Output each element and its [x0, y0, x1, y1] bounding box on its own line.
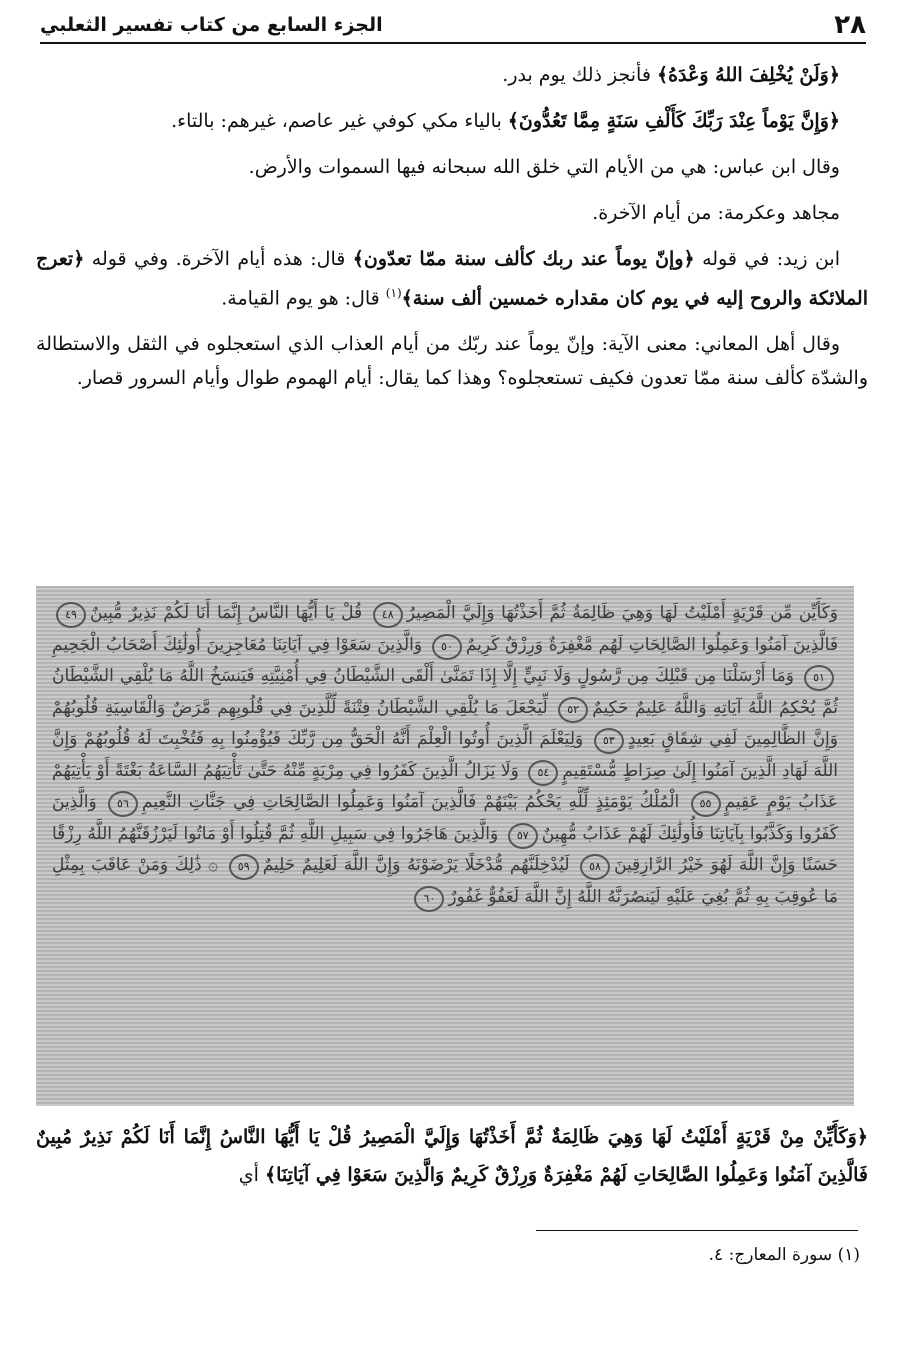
ayah-number-marker: ٥٢	[558, 697, 588, 723]
ayah-number-marker: ٤٩	[56, 602, 86, 628]
ayah-text: الْمُلْكُ يَوْمَئِذٍ لِّلَّهِ يَحْكُمُ بَيْنَهُمْ فَالَّذِينَ آمَنُوا وَعَمِلُوا الصَّالِحَاتِ فِي جَنَّاتِ النَّعِيمِ	[141, 792, 680, 812]
paragraph-5	[36, 242, 868, 315]
ayah-text: لَيُدْخِلَنَّهُم مُّدْخَلًا يَرْضَوْنَهُ وَإِنَّ اللَّهَ لَعَلِيمٌ حَلِيمٌ	[262, 855, 570, 875]
ayah-number-marker: ٥٠	[432, 634, 462, 660]
ayah-text: وَالَّذِينَ سَعَوْا فِي آيَاتِنَا مُعَاجِزِينَ أُولَٰئِكَ أَصْحَابُ الْجَحِيمِ	[52, 634, 423, 655]
ayah-text: وَالَّذِينَ كَفَرُوا وَكَذَّبُوا بِآيَاتِنَا فَأُولَٰئِكَ لَهُمْ عَذَابٌ مُّهِينٌ	[52, 792, 839, 844]
page-number: ٢٨	[834, 10, 866, 40]
ayah-number-marker: ٥٩	[229, 854, 259, 880]
paragraph-6: وقال أهل المعاني: معنى الآية: وإنّ يوماً عند ربّك من أيام العذاب الذي استعجلوه في الثقل والاستطالة والشدّة كألف سنة ممّا تعدون فكيف تستعجلوه؟ وهذا كما يقال: أيام الهموم طوال وأيام السرور قصار.	[36, 333, 868, 390]
paragraph-text: قال: هو يوم القيامة.	[221, 287, 386, 310]
quran-quote: ﴿وإنّ يوماً عند ربك كألف سنة ممّا تعدّون﴾	[352, 248, 695, 270]
ayah-number-marker: ٥٨	[580, 854, 610, 880]
ayah-number-marker: ٥٧	[508, 823, 538, 849]
footnote-marker: (١)	[837, 1245, 860, 1265]
ayah-number-marker: ٥٤	[528, 760, 558, 786]
paragraph-text: بالياء مكي كوفي غير عاصم، غيرهم: بالتاء.	[171, 110, 508, 132]
ayah-text: فَالَّذِينَ آمَنُوا وَعَمِلُوا الصَّالِحَاتِ لَهُم مَّغْفِرَةٌ وَرِزْقٌ كَرِيمٌ	[465, 634, 838, 655]
paragraph-1	[36, 58, 868, 92]
ayah-text: ۞ ذَٰلِكَ وَمَنْ عَاقَبَ بِمِثْلِ مَا عُوقِبَ بِهِ ثُمَّ بُغِيَ عَلَيْهِ لَيَنصُرَنَّهُ اللَّهُ إِنَّ اللَّهَ لَعَفُوٌّ غَفُورٌ	[52, 855, 838, 907]
paragraph-text: قال: هذه أيام الآخرة. وفي قوله	[84, 248, 353, 270]
verse-quotation	[36, 1118, 868, 1194]
ayah-text: وَلَا يَزَالُ الَّذِينَ كَفَرُوا فِي مِرْيَةٍ مِّنْهُ حَتَّىٰ تَأْتِيَهُمُ السَّاعَةُ بَغْتَةً أَوْ يَأْتِيَهُمْ عَذَابُ يَوْمٍ عَقِيمٍ	[52, 760, 839, 812]
paragraph-2	[36, 104, 868, 138]
quran-quote: ﴿وَلَنْ يُخْلِفَ اللهُ وَعْدَهُ﴾	[656, 64, 840, 86]
footnote-reference[interactable]: (١)	[385, 286, 402, 300]
commentary-text	[36, 58, 868, 407]
quran-quote: ﴿وَكَأَيِّنْ مِنْ قَرْيَةٍ أَمْلَيْتُ لَهَا وَهِيَ ظَالِمَةٌ ثُمَّ أَخَذْتُهَا وَإِلَيَّ الْمَصِيرُ قُلْ يَا أَيُّهَا النَّاسُ إِنَّمَا أَنَا لَكُمْ نَذِيرٌ مُبِينٌ فَالَّذِينَ آمَنُوا وَعَمِلُوا الصَّالِحَاتِ لَهُمْ مَغْفِرَةٌ وَرِزْقٌ كَرِيمٌ وَالَّذِينَ سَعَوْا فِي آيَاتِنَا﴾	[36, 1126, 868, 1186]
ayah-text: وَمَا أَرْسَلْنَا مِن قَبْلِكَ مِن رَّسُولٍ وَلَا نَبِيٍّ إِلَّا إِذَا تَمَنَّىٰ أَلْقَى الشَّيْطَانُ فِي أُمْنِيَّتِهِ فَيَنسَخُ اللَّهُ مَا يُلْقِي الشَّيْطَانُ ثُمَّ يُحْكِمُ اللَّهُ آيَاتِهِ وَاللَّهُ عَلِيمٌ حَكِيمٌ	[52, 666, 838, 718]
footnote	[500, 1240, 860, 1270]
ayah-text: وَالَّذِينَ هَاجَرُوا فِي سَبِيلِ اللَّهِ ثُمَّ قُتِلُوا أَوْ مَاتُوا لَيَرْزُقَنَّهُمُ اللَّهُ رِزْقًا حَسَنًا وَإِنَّ اللَّهَ لَهُوَ خَيْرُ الرَّازِقِينَ	[52, 823, 839, 875]
paragraph-4: مجاهد وعكرمة: من أيام الآخرة.	[592, 202, 840, 224]
footnote-separator	[536, 1230, 858, 1231]
ayah-number-marker: ٥١	[804, 665, 834, 691]
ayah-number-marker: ٤٨	[373, 602, 403, 628]
quran-mushaf-image	[36, 586, 854, 1106]
page-header	[40, 8, 866, 44]
quran-quote: ﴿وَإِنَّ يَوْماً عِنْدَ رَبِّكَ كَأَلْفِ سَنَةٍ مِمَّا تَعُدُّونَ﴾	[507, 110, 840, 132]
footnote-text: سورة المعارج: ٤.	[708, 1245, 833, 1265]
ayah-number-marker: ٥٣	[594, 728, 624, 754]
ayah-text: وَلِيَعْلَمَ الَّذِينَ أُوتُوا الْعِلْمَ أَنَّهُ الْحَقُّ مِن رَّبِّكَ فَيُؤْمِنُوا بِهِ فَتُخْبِتَ لَهُ قُلُوبُهُمْ وَإِنَّ اللَّهَ لَهَادِ الَّذِينَ آمَنُوا إِلَىٰ صِرَاطٍ مُّسْتَقِيمٍ	[52, 729, 839, 781]
ayah-text: لِّيَجْعَلَ مَا يُلْقِي الشَّيْطَانُ فِتْنَةً لِّلَّذِينَ فِي قُلُوبِهِم مَّرَضٌ وَالْقَاسِيَةِ قُلُوبُهُمْ وَإِنَّ الظَّالِمِينَ لَفِي شِقَاقٍ بَعِيدٍ	[52, 697, 838, 749]
quran-quote: ﴿تعرج الملائكة والروح إليه في يوم كان مقداره خمسين ألف سنة﴾	[36, 248, 868, 310]
ayah-number-marker: ٥٥	[691, 791, 721, 817]
ayah-text: قُلْ يَا أَيُّهَا النَّاسُ إِنَّمَا أَنَا لَكُمْ نَذِيرٌ مُّبِينٌ	[90, 603, 363, 623]
ayah-number-marker: ٥٦	[108, 791, 138, 817]
ayah-text: وَكَأَيِّن مِّن قَرْيَةٍ أَمْلَيْتُ لَهَا وَهِيَ ظَالِمَةٌ ثُمَّ أَخَذْتُهَا وَإِلَيَّ الْمَصِيرُ	[406, 603, 838, 623]
paragraph-text: أي	[238, 1164, 265, 1186]
paragraph-text: فأنجز ذلك يوم بدر.	[502, 64, 657, 86]
paragraph-3: وقال ابن عباس: هي من الأيام التي خلق الله سبحانه فيها السموات والأرض.	[248, 156, 840, 178]
ayah-number-marker: ٦٠	[414, 886, 444, 912]
running-title: الجزء السابع من كتاب تفسير الثعلبي	[40, 14, 383, 36]
paragraph-text: ابن زيد: في قوله	[694, 248, 840, 270]
